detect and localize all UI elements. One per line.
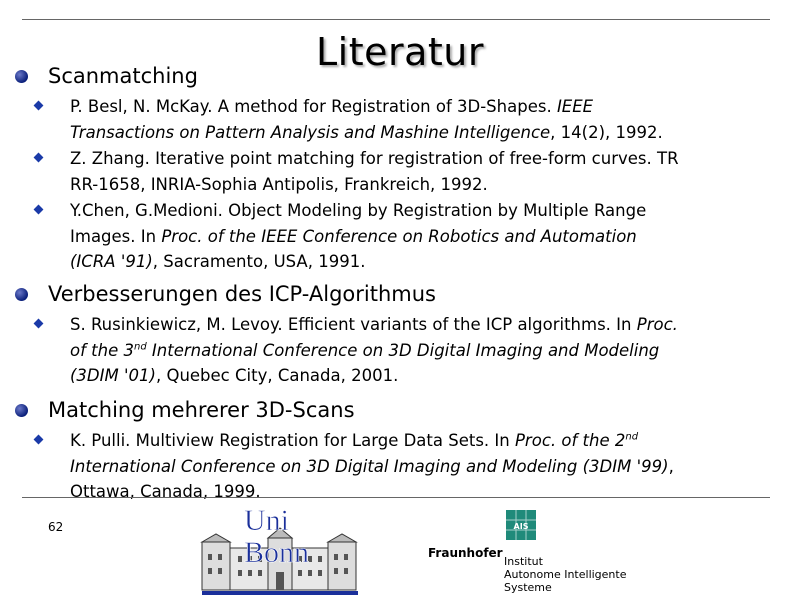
- reference-line: [70, 338, 788, 364]
- bottom-divider: [22, 497, 770, 498]
- italic-text: of the 3: [70, 340, 134, 360]
- institute-line-3: Systeme: [504, 581, 552, 594]
- reference-line: [70, 146, 788, 172]
- section-heading: Scanmatching: [48, 64, 198, 88]
- reference-bullet-icon: [34, 101, 44, 111]
- reference-text: , Sacramento, USA, 1991.: [152, 252, 366, 271]
- reference-text: , 14(2), 1992.: [550, 122, 663, 142]
- ais-badge-text: AIS: [513, 522, 529, 531]
- reference-line: [70, 363, 788, 389]
- institute-line-2: Autonome Intelligente: [504, 568, 627, 581]
- reference-text: P. Besl, N. McKay. A method for Registration of 3D-Shapes.: [70, 97, 557, 116]
- italic-text: International Conference on 3D Digital Imaging and Modeling: [146, 340, 660, 360]
- reference-line: [70, 312, 788, 338]
- reference-bullet-icon: [34, 435, 44, 445]
- reference-entry: [70, 428, 788, 505]
- superscript-text: nd: [133, 341, 147, 352]
- section-heading: Verbesserungen des ICP-Algorithmus: [48, 282, 436, 306]
- uni-bonn-bonn-text: Bonn: [244, 536, 310, 569]
- italic-text: IEEE: [556, 97, 594, 116]
- uni-bonn-logo: [198, 502, 364, 598]
- superscript-text: nd: [625, 431, 639, 443]
- fraunhofer-ais-logo: [428, 508, 648, 598]
- section-bullet-icon: [15, 288, 28, 301]
- reference-text: Y.Chen, G.Medioni. Object Modeling by Registration by Multiple Range: [70, 201, 647, 220]
- page-number: 62: [48, 520, 64, 534]
- italic-text: International Conference on 3D Digital Imaging and Modeling (3DIM '99): [70, 456, 669, 476]
- reference-text: RR-1658, INRIA-Sophia Antipolis, Frankreich, 1992.: [70, 174, 488, 194]
- reference-line: [70, 172, 788, 198]
- institute-line-1: Institut: [504, 555, 543, 568]
- italic-text: Transactions on Pattern Analysis and Mashine Intelligence: [70, 122, 551, 142]
- uni-bonn-uni-text: Uni: [244, 504, 289, 537]
- reference-line: [70, 94, 788, 120]
- reference-line: [70, 454, 788, 480]
- reference-bullet-icon: [34, 319, 44, 329]
- reference-entry: [70, 198, 788, 275]
- italic-text: (3DIM '01): [70, 366, 156, 385]
- italic-text: Proc. of the 2: [514, 431, 626, 450]
- reference-line: [70, 120, 788, 146]
- fraunhofer-name: Fraunhofer: [428, 546, 503, 560]
- italic-text: Proc. of the IEEE Conference on Robotics and Automation: [161, 226, 637, 246]
- reference-line: [70, 224, 788, 250]
- reference-bullet-icon: [34, 153, 44, 163]
- reference-text: Z. Zhang. Iterative point matching for registration of free-form curves. TR: [70, 149, 679, 168]
- uni-bonn-building-icon: [198, 502, 364, 598]
- reference-text: K. Pulli. Multiview Registration for Large Data Sets. In: [70, 431, 515, 450]
- italic-text: (ICRA '91): [70, 252, 153, 271]
- reference-line: [70, 428, 788, 454]
- reference-line: [70, 198, 788, 224]
- reference-text: ,: [668, 456, 674, 476]
- reference-entry: [70, 146, 788, 197]
- slide-title: Literatur: [315, 30, 485, 74]
- reference-bullet-icon: [34, 205, 44, 215]
- reference-line: [70, 249, 788, 275]
- section-bullet-icon: [15, 70, 28, 83]
- reference-text: Images. In: [70, 226, 162, 246]
- reference-text: S. Rusinkiewicz, M. Levoy. Efficient variants of the ICP algorithms. In: [70, 315, 637, 334]
- top-divider: [22, 19, 770, 20]
- reference-line: [70, 479, 788, 505]
- section-heading: Matching mehrerer 3D-Scans: [48, 398, 355, 422]
- reference-entry: [70, 94, 788, 145]
- reference-text: , Quebec City, Canada, 2001.: [155, 366, 399, 385]
- italic-text: Proc.: [636, 315, 678, 334]
- reference-entry: [70, 312, 788, 389]
- reference-text: Ottawa, Canada, 1999.: [70, 482, 261, 501]
- section-bullet-icon: [15, 404, 28, 417]
